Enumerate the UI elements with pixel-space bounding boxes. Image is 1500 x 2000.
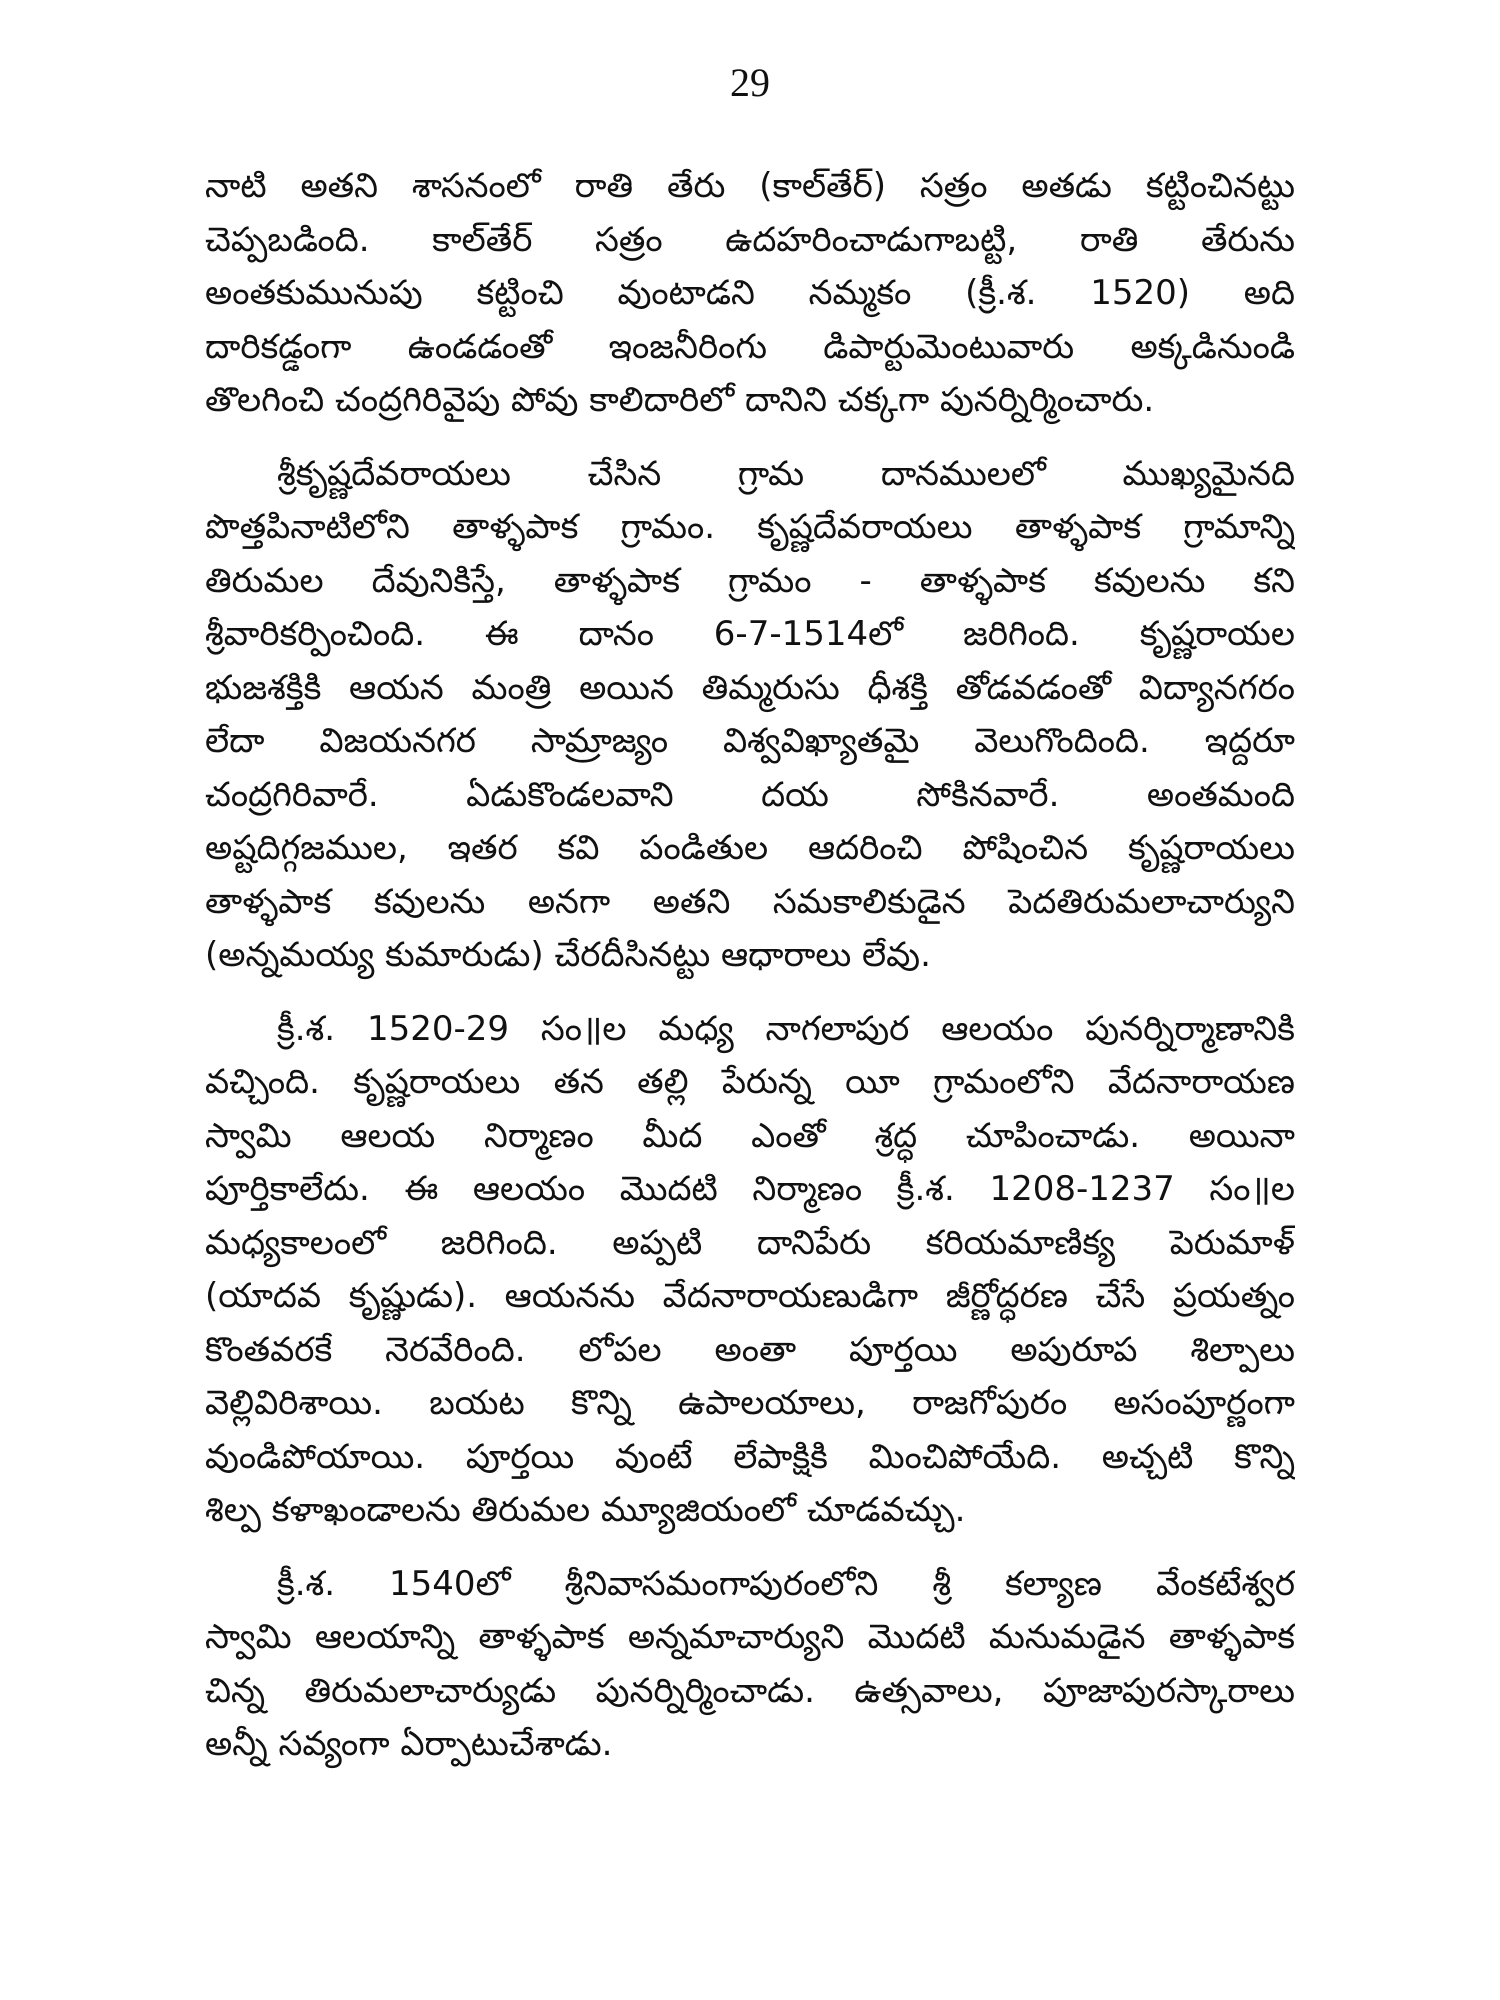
body-text [205, 160, 1295, 1792]
page-number: 29 [730, 60, 770, 105]
paragraph-1 [205, 160, 1295, 428]
paragraph-3 [205, 1003, 1295, 1538]
text-line: పొత్తపినాటిలోని తాళ్ళపాక గ్రామం. కృష్ణదేవరాయలు తాళ్ళపాక గ్రామాన్ని [205, 507, 1295, 547]
text-line: పూర్తికాలేదు. ఈ ఆలయం మొదటి నిర్మాణం క్రీ.శ. 1208-1237 సం॥ల [205, 1169, 1295, 1209]
text-line: శిల్ప కళాఖండాలను తిరుమల మ్యూజియంలో చూడవచ్చు. [205, 1490, 966, 1530]
text-line: నాటి అతని శాసనంలో రాతి తేరు (కాల్‌తేర్) సత్రం అతడు కట్టించినట్టు [205, 166, 1295, 206]
text-line: అన్నీ సవ్యంగా ఏర్పాటుచేశాడు. [205, 1724, 613, 1764]
text-line: చిన్న తిరుమలాచార్యుడు పునర్నిర్మించాడు. ఉత్సవాలు, పూజాపురస్కారాలు [205, 1670, 1295, 1711]
text-line: స్వామి ఆలయ నిర్మాణం మీద ఎంతో శ్రద్ధ చూపించాడు. అయినా [205, 1115, 1295, 1156]
text-line: వెల్లివిరిశాయి. బయట కొన్ని ఉపాలయాలు, రాజగోపురం అసంపూర్ణంగా [205, 1383, 1295, 1423]
text-line: తిరుమల దేవునికిస్తే, తాళ్ళపాక గ్రామం - తాళ్ళపాక కవులను కని [205, 560, 1295, 601]
text-line: స్వామి ఆలయాన్ని తాళ్ళపాక అన్నమాచార్యుని మొదటి మనుమడైన తాళ్ళపాక [205, 1617, 1295, 1657]
paragraph-2 [205, 448, 1295, 983]
text-line: దారికడ్డంగా ఉండడంతో ఇంజనీరింగు డిపార్టుమెంటువారు అక్కడినుండి [205, 326, 1295, 367]
text-line: (అన్నమయ్య కుమారుడు) చేరదీసినట్టు ఆధారాలు లేవు. [205, 935, 931, 975]
text-line: భుజశక్తికి ఆయన మంత్రి అయిన తిమ్మరుసు ధీశక్తి తోడవడంతో విద్యానగరం [205, 667, 1295, 708]
text-line: అష్టదిగ్గజముల, ఇతర కవి పండితుల ఆదరించి పోషించిన కృష్ణరాయలు [205, 828, 1295, 868]
text-line: అంతకుమునుపు కట్టించి వుంటాడని నమ్మకం (క్రీ.శ. 1520) అది [205, 273, 1295, 313]
text-line: చెప్పబడింది. కాల్‌తేర్ సత్రం ఉదహరించాడుగాబట్టి, రాతి తేరును [205, 219, 1295, 260]
text-line: క్రీ.శ. 1520-29 సం॥ల మధ్య నాగలాపుర ఆలయం పునర్నిర్మాణానికి [277, 1008, 1295, 1049]
text-line: కొంతవరకే నెరవేరింది. లోపల అంతా పూర్తయి అపురూప శిల్పాలు [205, 1329, 1295, 1370]
text-line: శ్రీకృష్ణదేవరాయలు చేసిన గ్రామ దానములలో ముఖ్యమైనది [277, 453, 1295, 494]
text-line: తొలగించి చంద్రగిరివైపు పోవు కాలిదారిలో దానిని చక్కగా పునర్నిర్మించారు. [205, 380, 1155, 420]
text-line: తాళ్ళపాక కవులను అనగా అతని సమకాలికుడైన పెదతిరుమలాచార్యుని [205, 881, 1295, 922]
paragraph-4 [205, 1558, 1295, 1772]
text-line: లేదా విజయనగర సామ్రాజ్యం విశ్వవిఖ్యాతమై వెలుగొందింది. ఇద్దరూ [205, 721, 1295, 761]
text-line: శ్రీవారికర్పించింది. ఈ దానం 6-7-1514లో జరిగింది. కృష్ణరాయల [205, 614, 1295, 654]
text-line: క్రీ.శ. 1540లో శ్రీనివాసమంగాపురంలోని శ్రీ కల్యాణ వేంకటేశ్వర [277, 1563, 1295, 1604]
text-line: (యాదవ కృష్ణుడు). ఆయనను వేదనారాయణుడిగా జీర్ణోద్ధరణ చేసే ప్రయత్నం [205, 1276, 1295, 1316]
text-line: వచ్చింది. కృష్ణరాయలు తన తల్లి పేరున్న యీ గ్రామంలోని వేదనారాయణ [205, 1062, 1295, 1102]
text-line: చంద్రగిరివారే. ఏడుకొండలవాని దయ సోకినవారే. అంతమంది [205, 774, 1295, 815]
text-line: వుండిపోయాయి. పూర్తయి వుంటే లేపాక్షికి మించిపోయేది. అచ్చటి కొన్ని [205, 1436, 1295, 1477]
text-line: మధ్యకాలంలో జరిగింది. అప్పటి దానిపేరు కరియమాణిక్య పెరుమాళ్ [205, 1222, 1295, 1263]
